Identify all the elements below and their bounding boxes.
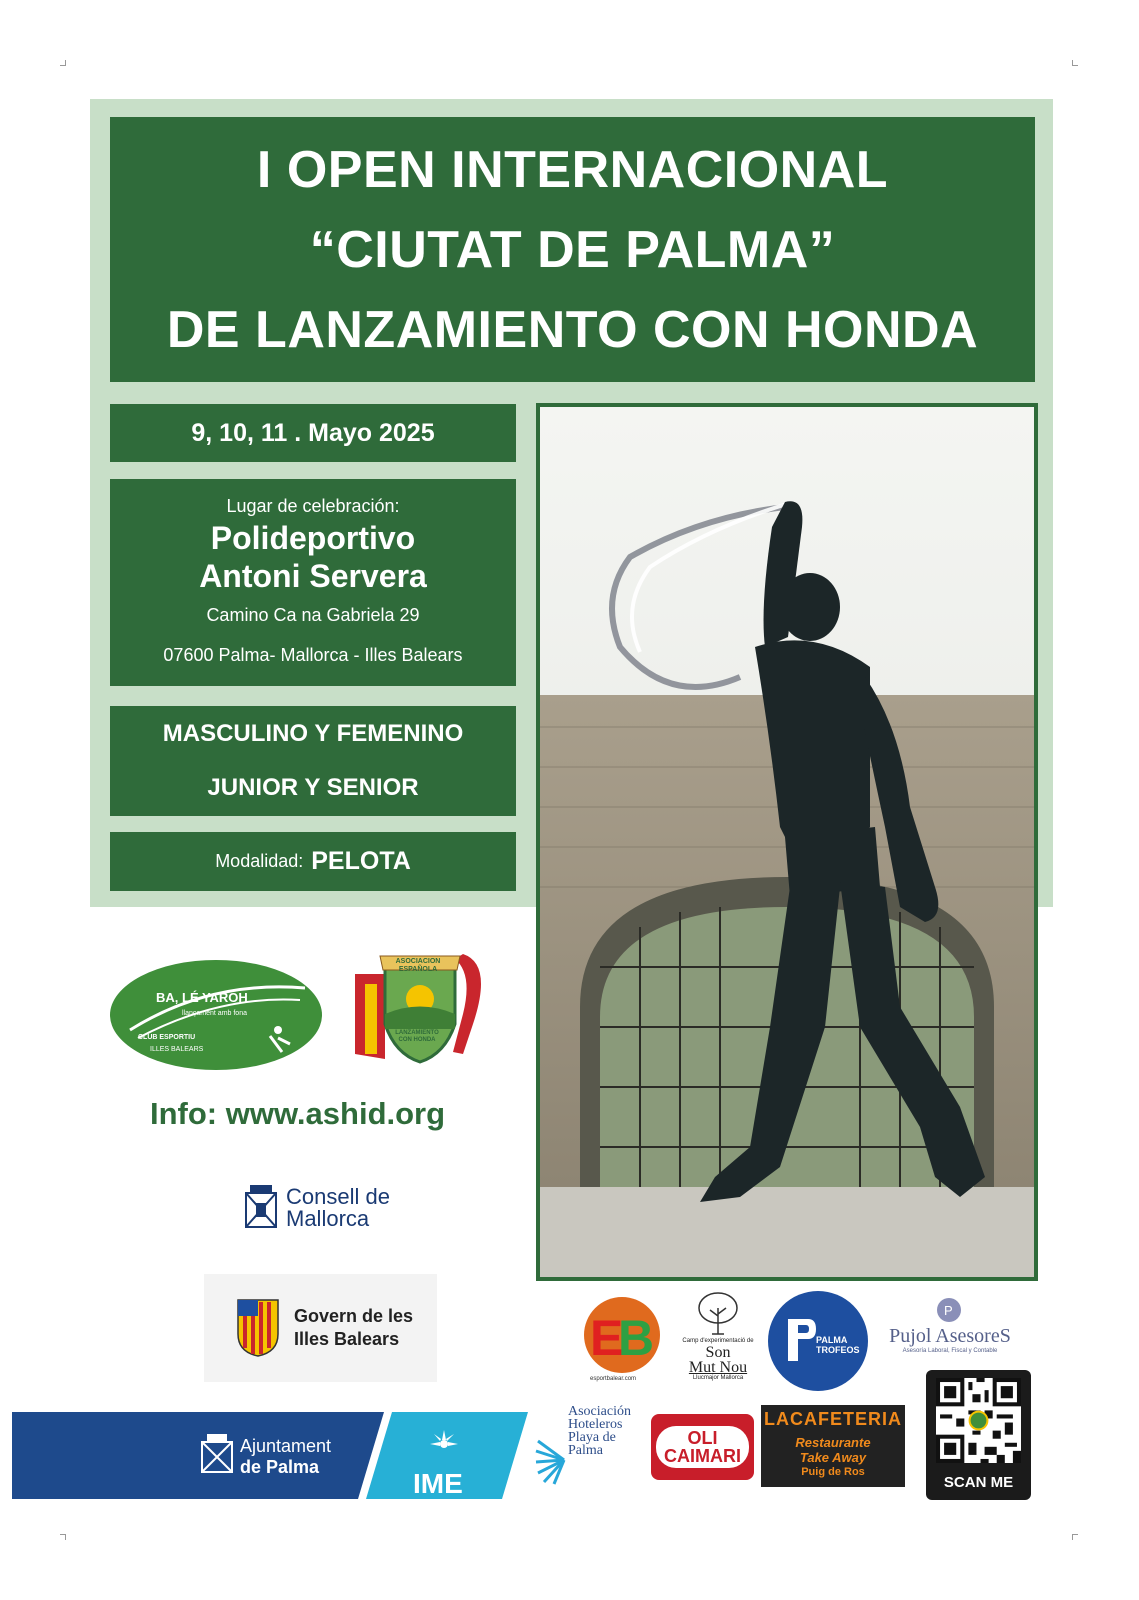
pujol-logo [880,1297,1020,1354]
categories-box [110,706,516,816]
club-line-1: CLUB ESPORTIU [138,1034,196,1041]
consell-crest-icon [244,1183,278,1233]
statue-illustration [540,407,1034,1277]
cafe-line-2: Take Away [799,1450,867,1465]
info-website[interactable]: Info: www.ashid.org [150,1096,446,1131]
qr-code[interactable] [926,1370,1031,1500]
club-logo [110,960,322,1070]
palma-trofeos-line-2: TROFEOS [816,1345,860,1355]
cafe-line-1: Restaurante [795,1435,871,1450]
consell-line-2: Mallorca [286,1206,370,1231]
crop-mark [1072,1534,1078,1540]
category-age: JUNIOR Y SENIOR [207,774,419,801]
club-swoosh-icon [110,960,322,1070]
crop-mark [60,60,66,66]
venue-name-2: Antoni Servera [199,558,427,594]
hoteleros-logo [532,1405,638,1489]
association-bottom-text: LANZAMIENTO CON HONDA [395,1030,439,1043]
oli-line-2: CAIMARI [664,1446,741,1466]
title-line-3: DE LANZAMIENTO CON HONDA [166,300,979,359]
sonmut-name-2: Mut Nou [688,1359,748,1376]
ime-text: IME [413,1468,463,1499]
ajuntament-line-1: Ajuntament [240,1436,332,1456]
modality-label: Modalidad: [215,851,304,871]
palma-trofeos-line-1: PALMA [816,1335,848,1345]
pujol-subtitle: Asesoría Laboral, Fiscal y Contable [902,1348,998,1354]
ajuntament-text [240,1436,331,1478]
venue-address-1: Camino Ca na Gabriela 29 [206,605,420,625]
sonmut-bottom: Llucmajor Mallorca [692,1375,744,1381]
category-gender: MASCULINO Y FEMENINO [162,720,464,747]
hotel-line-4: Palma [568,1443,603,1458]
club-name: BA, LÉ YAROH [156,990,248,1005]
consell-line-1: Consell de [286,1184,390,1209]
modality-box [110,832,516,891]
pujol-circle-icon [936,1297,962,1323]
hoteleros-fan-icon [534,1435,568,1485]
venue-address-2: 07600 Palma- Mallorca - Illes Balears [163,645,463,665]
statue-photo [536,403,1038,1281]
title-box [110,117,1035,382]
qr-label: SCAN ME [943,1474,1014,1491]
venue-label: Lugar de celebración: [226,496,400,516]
qr-code-icon [936,1378,1021,1463]
hotel-line-2: Hoteleros [568,1417,623,1432]
govern-crest-icon [236,1298,280,1358]
title-line-2: “CIUTAT DE PALMA” [309,220,836,279]
govern-line-2: Illes Balears [294,1329,400,1349]
oli-caimari-logo [651,1414,754,1480]
crop-mark [60,1534,66,1540]
svg-text:P: P [944,1303,953,1318]
trophy-icon [786,1317,816,1365]
sonmut-logo [678,1290,758,1382]
association-top-text: ASOCIACION ESPAÑOLA [395,958,441,973]
svg-text:E: E [590,1310,624,1366]
sonmut-name-1: Son [705,1344,731,1361]
crop-mark [1072,60,1078,66]
palma-trofeos-logo [768,1291,868,1391]
cafe-line-3: Puig de Ros [801,1466,865,1478]
consell-logo [244,1183,390,1233]
eb-logo-icon [582,1295,662,1375]
date-box: 9, 10, 11 . Mayo 2025 [110,404,516,462]
svg-text:B: B [618,1310,655,1366]
eb-caption: esportbalear.com [590,1376,637,1382]
govern-line-1: Govern de les [294,1306,414,1326]
hotel-line-3: Playa de [568,1430,616,1445]
modality-value: PELOTA [311,847,411,875]
oli-line-1: OLI [687,1428,718,1448]
venue-name-1: Polideportivo [210,520,416,556]
govern-logo [204,1274,437,1382]
cafeteria-logo [761,1405,905,1487]
venue-box [110,479,516,686]
club-line-2: ILLES BALEARS [150,1046,204,1053]
pujol-name: Pujol AsesoreS [889,1325,1011,1347]
cafe-name: LACAFETERIA [761,1409,905,1430]
club-subtitle: llançament amb fona [182,1010,247,1017]
ajuntament-line-2: de Palma [240,1457,320,1477]
title-line-1: I OPEN INTERNACIONAL [256,140,889,199]
hotel-line-1: Asociación [568,1404,631,1419]
sonmut-top: Camp d'experimentació de [682,1338,754,1344]
tree-icon [698,1290,738,1336]
